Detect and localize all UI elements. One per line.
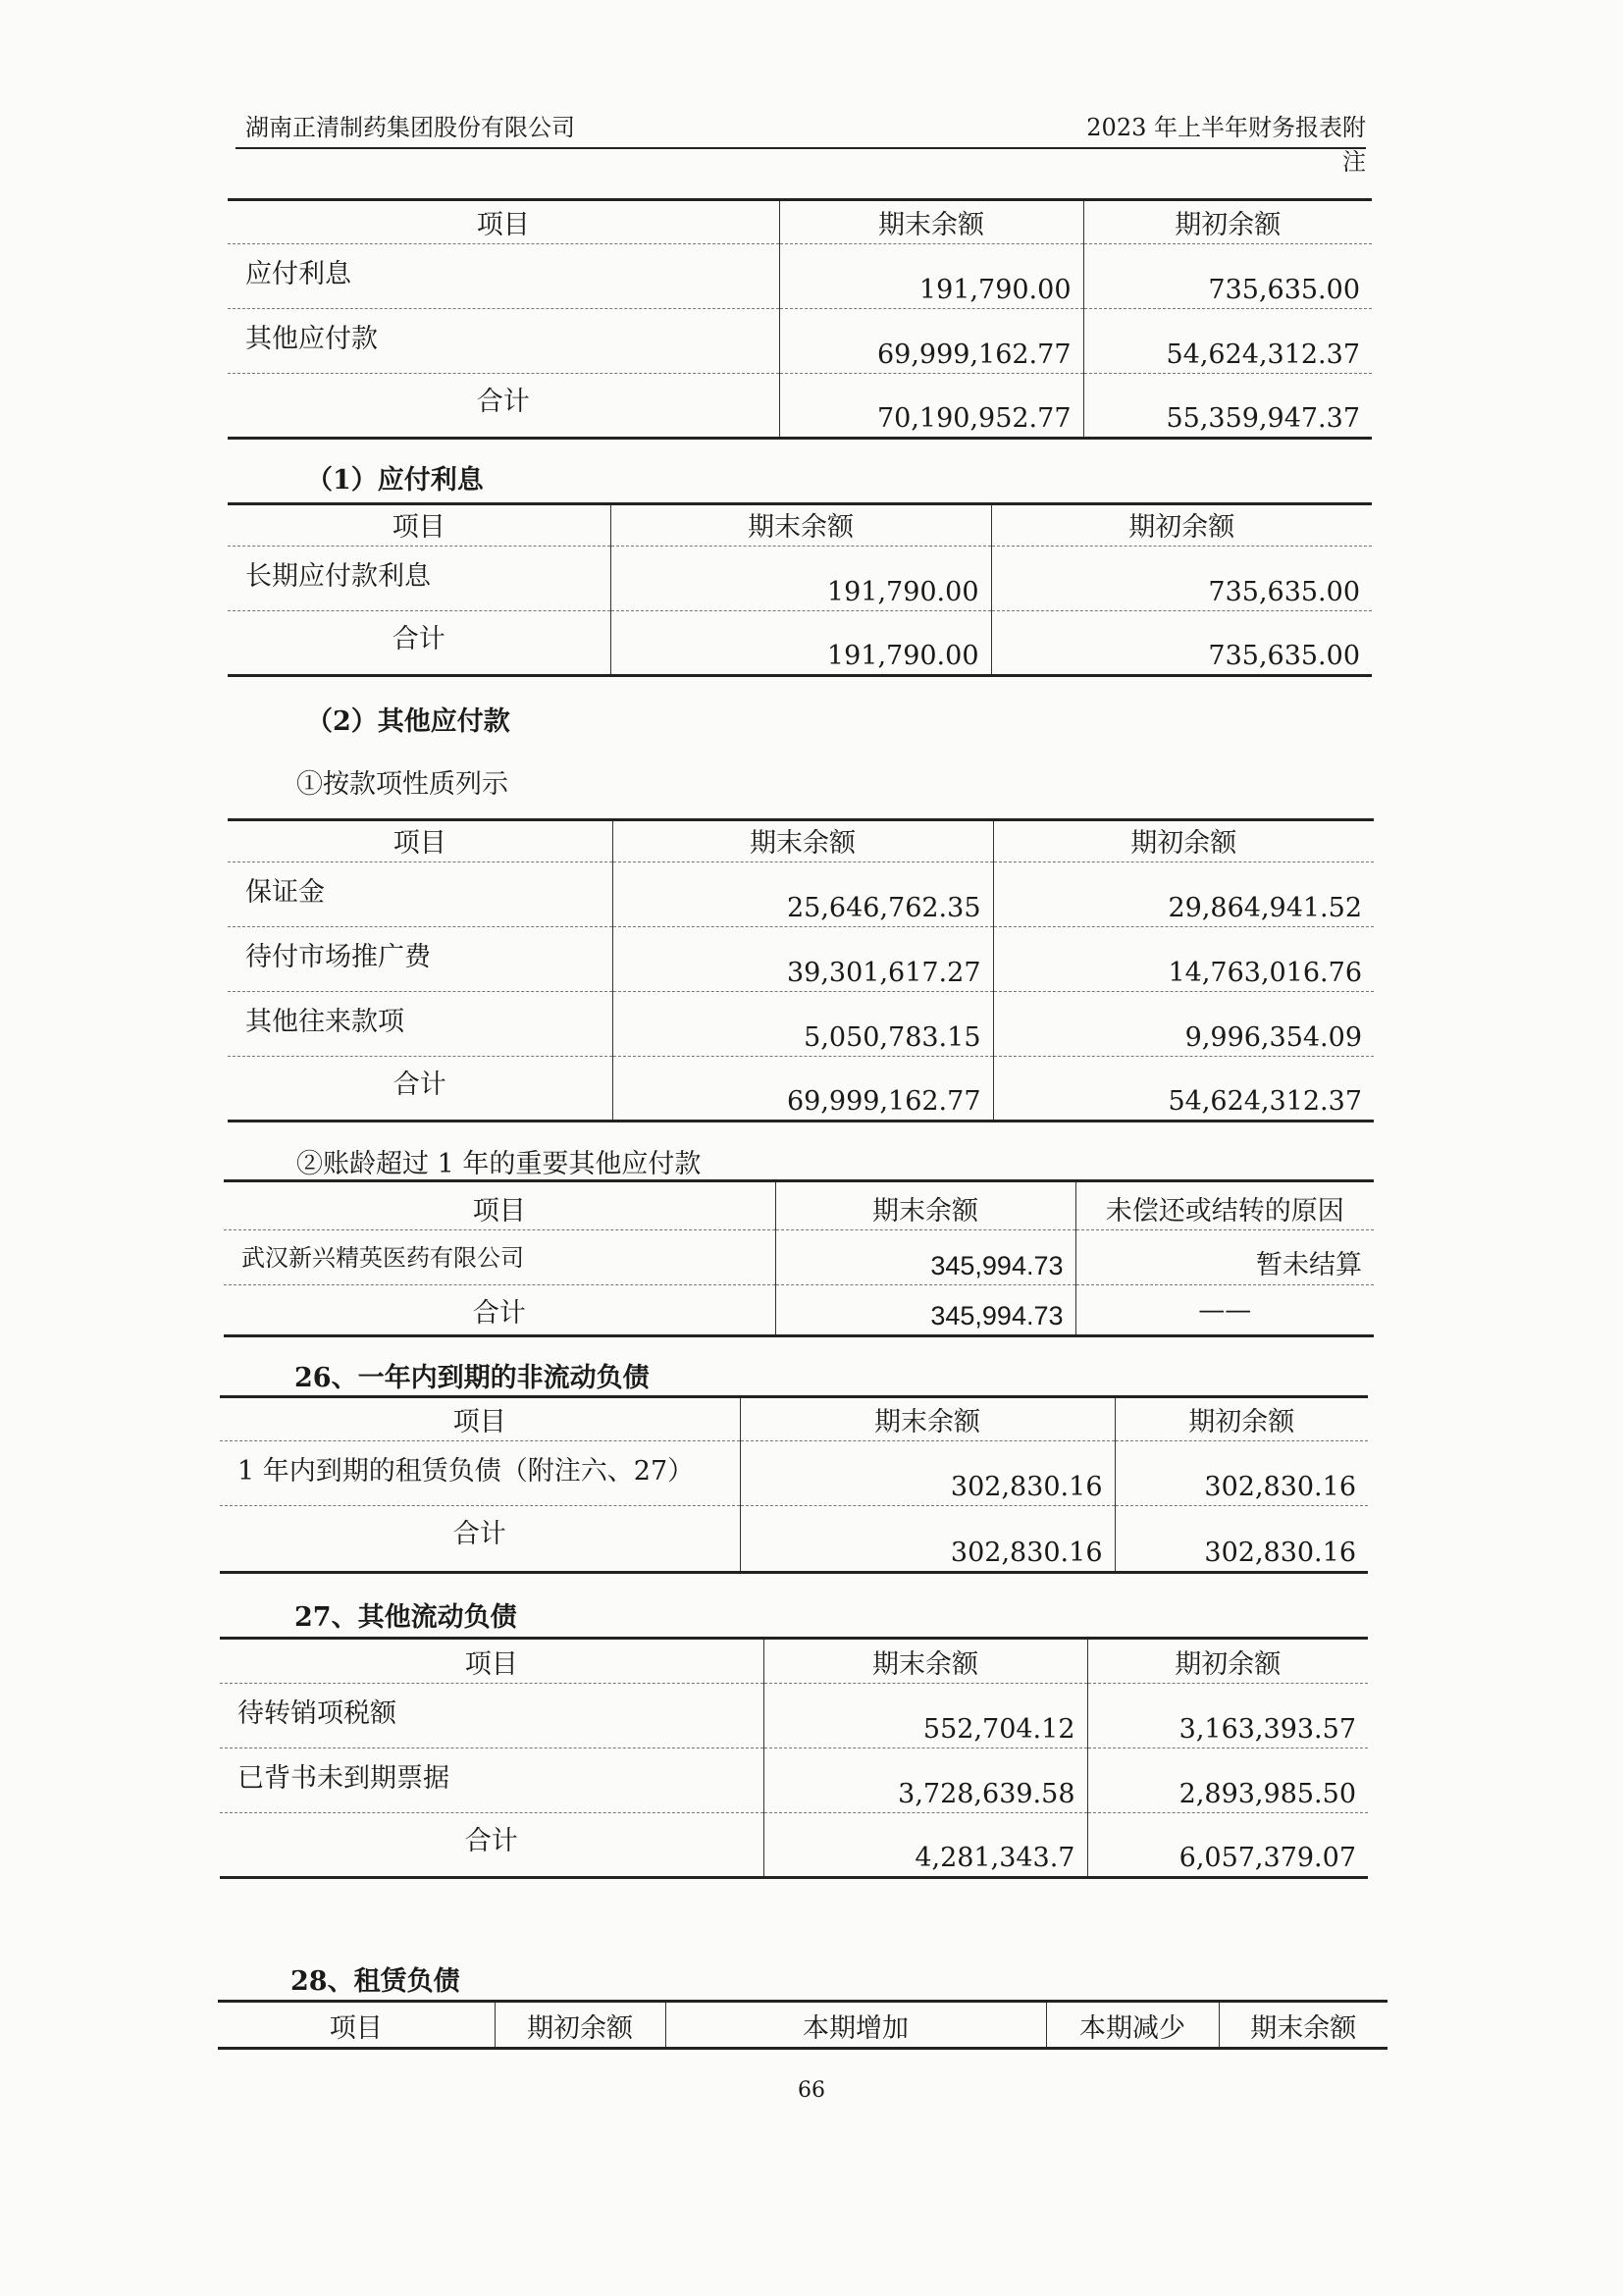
col-header: 期末余额	[740, 1397, 1115, 1441]
cell-value: 5,050,783.15	[612, 992, 993, 1057]
row-label: 长期应付款利息	[228, 547, 610, 611]
col-header: 项目	[228, 200, 779, 244]
cell-value: 9,996,354.09	[993, 992, 1374, 1057]
table-header-row	[228, 504, 1372, 547]
lease-liabilities-table	[218, 2000, 1387, 2050]
cell-value: 735,635.00	[991, 611, 1372, 676]
cell-value: 552,704.12	[763, 1684, 1087, 1748]
cell-value: 191,790.00	[610, 547, 991, 611]
col-header: 项目	[220, 1397, 740, 1441]
cell-value: 302,830.16	[1115, 1441, 1368, 1506]
col-header: 项目	[228, 820, 612, 862]
subsection-title: ②账龄超过 1 年的重要其他应付款	[296, 1149, 702, 1179]
table-total-row	[228, 1057, 1374, 1122]
row-label: 其他应付款	[228, 309, 779, 374]
row-label: 保证金	[228, 862, 612, 927]
table-row	[228, 244, 1372, 309]
cell-value: 69,999,162.77	[779, 309, 1083, 374]
cell-value: ——	[1075, 1285, 1374, 1336]
table-row	[220, 1684, 1368, 1748]
col-header: 期初余额	[1115, 1397, 1368, 1441]
col-header: 未偿还或结转的原因	[1075, 1181, 1374, 1230]
aged-other-payables-table	[224, 1179, 1374, 1337]
col-header: 期初余额	[993, 820, 1374, 862]
company-name: 湖南正清制药集团股份有限公司	[245, 114, 575, 141]
section-title: （1）应付利息	[306, 465, 484, 496]
interest-payable-table	[228, 502, 1372, 677]
cell-value: 3,728,639.58	[763, 1748, 1087, 1813]
col-header: 期初余额	[1083, 200, 1372, 244]
col-header: 期初余额	[991, 504, 1372, 547]
cell-value: 25,646,762.35	[612, 862, 993, 927]
cell-value: 14,763,016.76	[993, 927, 1374, 992]
section-title: 28、租赁负债	[290, 1966, 460, 1997]
col-header: 期末余额	[612, 820, 993, 862]
table-total-row	[220, 1813, 1368, 1878]
cell-value: 302,830.16	[740, 1441, 1115, 1506]
report-title: 2023 年上半年财务报表附注	[1086, 114, 1366, 176]
col-header: 项目	[224, 1181, 775, 1230]
cell-value: 70,190,952.77	[779, 374, 1083, 439]
col-header: 期末余额	[775, 1181, 1075, 1230]
table-total-row	[220, 1506, 1368, 1573]
row-label: 武汉新兴精英医药有限公司	[224, 1230, 775, 1285]
col-header: 项目	[218, 2002, 495, 2049]
cell-value: 302,830.16	[1115, 1506, 1368, 1573]
table-row	[228, 862, 1374, 927]
col-header: 项目	[228, 504, 610, 547]
col-header: 本期减少	[1046, 2002, 1219, 2049]
other-current-liabilities-table	[220, 1637, 1368, 1879]
cell-value: 191,790.00	[779, 244, 1083, 309]
table-row	[228, 992, 1374, 1057]
col-header: 项目	[220, 1639, 763, 1684]
table-header-row	[228, 820, 1374, 862]
row-label: 合计	[228, 611, 610, 676]
table-row	[228, 309, 1372, 374]
col-header: 期末余额	[610, 504, 991, 547]
cell-value: 302,830.16	[740, 1506, 1115, 1573]
row-label: 合计	[224, 1285, 775, 1336]
cell-value: 29,864,941.52	[993, 862, 1374, 927]
cell-value: 54,624,312.37	[1083, 309, 1372, 374]
section-title: 27、其他流动负债	[294, 1602, 517, 1633]
cell-value: 54,624,312.37	[993, 1057, 1374, 1122]
col-header: 期末余额	[763, 1639, 1087, 1684]
cell-value: 55,359,947.37	[1083, 374, 1372, 439]
header-divider	[236, 147, 1366, 149]
table-header-row	[218, 2002, 1387, 2049]
table-total-row	[228, 374, 1372, 439]
table-row	[220, 1748, 1368, 1813]
row-label: 合计	[228, 1057, 612, 1122]
cell-value: 191,790.00	[610, 611, 991, 676]
row-label: 合计	[228, 374, 779, 439]
table-header-row	[220, 1639, 1368, 1684]
row-label: 待付市场推广费	[228, 927, 612, 992]
cell-value: 345,994.73	[775, 1230, 1075, 1285]
col-header: 期初余额	[495, 2002, 665, 2049]
table-row	[228, 547, 1372, 611]
cell-value: 345,994.73	[775, 1285, 1075, 1336]
subsection-title: ①按款项性质列示	[296, 769, 508, 800]
row-label: 待转销项税额	[220, 1684, 763, 1748]
row-label: 应付利息	[228, 244, 779, 309]
cell-value: 暂未结算	[1075, 1230, 1374, 1285]
current-portion-noncurrent-liabilities-table	[220, 1395, 1368, 1574]
payables-summary-table	[228, 198, 1372, 440]
row-label: 合计	[220, 1506, 740, 1573]
table-total-row	[224, 1285, 1374, 1336]
row-label: 其他往来款项	[228, 992, 612, 1057]
cell-value: 39,301,617.27	[612, 927, 993, 992]
table-header-row	[228, 200, 1372, 244]
cell-value: 735,635.00	[991, 547, 1372, 611]
table-header-row	[220, 1397, 1368, 1441]
col-header: 期末余额	[779, 200, 1083, 244]
row-label: 1 年内到期的租赁负债（附注六、27）	[220, 1441, 740, 1506]
section-title: 26、一年内到期的非流动负债	[294, 1363, 650, 1393]
table-header-row	[224, 1181, 1374, 1230]
table-total-row	[228, 611, 1372, 676]
table-row	[228, 927, 1374, 992]
table-row	[224, 1230, 1374, 1285]
other-payables-by-nature-table	[228, 818, 1374, 1122]
cell-value: 735,635.00	[1083, 244, 1372, 309]
col-header: 本期增加	[665, 2002, 1046, 2049]
row-label: 已背书未到期票据	[220, 1748, 763, 1813]
section-title: （2）其他应付款	[306, 706, 510, 737]
table-row	[220, 1441, 1368, 1506]
page-number: 66	[798, 2078, 825, 2103]
cell-value: 3,163,393.57	[1087, 1684, 1368, 1748]
cell-value: 2,893,985.50	[1087, 1748, 1368, 1813]
row-label: 合计	[220, 1813, 763, 1878]
cell-value: 4,281,343.7	[763, 1813, 1087, 1878]
col-header: 期末余额	[1219, 2002, 1387, 2049]
cell-value: 69,999,162.77	[612, 1057, 993, 1122]
col-header: 期初余额	[1087, 1639, 1368, 1684]
cell-value: 6,057,379.07	[1087, 1813, 1368, 1878]
